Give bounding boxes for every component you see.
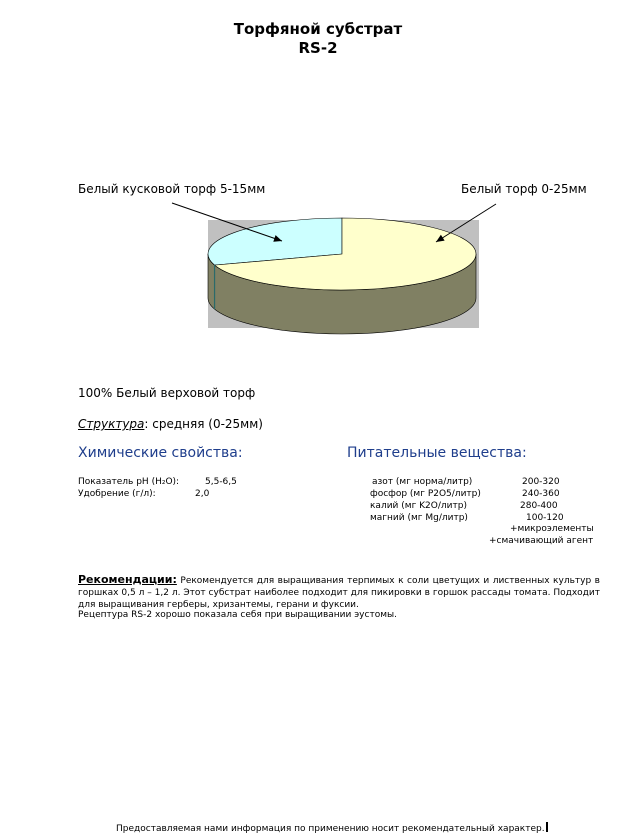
structure-line (78, 417, 263, 431)
nutr-label-magnesium: магний (мг Mg/литр) (370, 513, 468, 523)
recommendations-title: Рекомендации: (78, 573, 177, 586)
chem-label-ph: Показатель pH (H₂O): (78, 477, 180, 487)
nutr-value-nitrogen: 200-320 (522, 477, 560, 487)
structure-label: Структура (78, 417, 145, 431)
chem-value-fertilizer: 2,0 (195, 489, 210, 499)
chem-value-ph: 5,5-6,5 (205, 477, 237, 487)
nutr-value-potassium: 280-400 (520, 501, 558, 511)
text-cursor (546, 822, 548, 832)
footer-disclaimer (116, 822, 548, 834)
chem-label-fertilizer: Удобрение (г/л): (78, 489, 156, 499)
recommendations-last-line: Рецептура RS-2 хорошо показала себя при выращивании эустомы. (78, 610, 397, 620)
nutr-label-nitrogen: азот (мг норма/литр) (372, 477, 473, 487)
structure-value: : средняя (0-25мм) (144, 417, 263, 431)
nutr-value-magnesium: 100-120 (526, 513, 564, 523)
page-subtitle: RS-2 (298, 39, 338, 57)
nutr-label-phosphorus: фосфор (мг P2O5/литр) (370, 489, 481, 499)
nutr-value-phosphorus: 240-360 (522, 489, 560, 499)
pie-label-white-peat: Белый торф 0-25мм (461, 182, 587, 196)
nutrients-heading: Питательные вещества: (347, 445, 527, 461)
recommendations-text: Рекомендуется для выращивания терпимых к соли цветущих и лиственных культур в горшках 0,5 л – 1,2 л. Этот субстрат наиболее подходит для пикировки в горшок рассады томата. Подходит для выращивания герберы, хризантемы, герани и фуксии. (78, 576, 600, 610)
pie-label-lump-peat: Белый кусковой торф 5-15мм (78, 182, 266, 196)
page-title: Торфяной субстрат (233, 20, 403, 38)
nutr-wetting-agent: +смачивающий агент (489, 536, 594, 546)
nutr-label-potassium: калий (мг K2O/литр) (370, 501, 467, 511)
recommendations (78, 574, 600, 611)
chemical-heading: Химические свойства: (78, 445, 243, 461)
footer-text: Предоставляемая нами информация по применению носит рекомендательный характер. (116, 824, 545, 834)
composition-text: 100% Белый верховой торф (78, 386, 256, 400)
pie-chart (0, 0, 636, 340)
nutr-microelements: +микроэлементы (510, 524, 594, 534)
